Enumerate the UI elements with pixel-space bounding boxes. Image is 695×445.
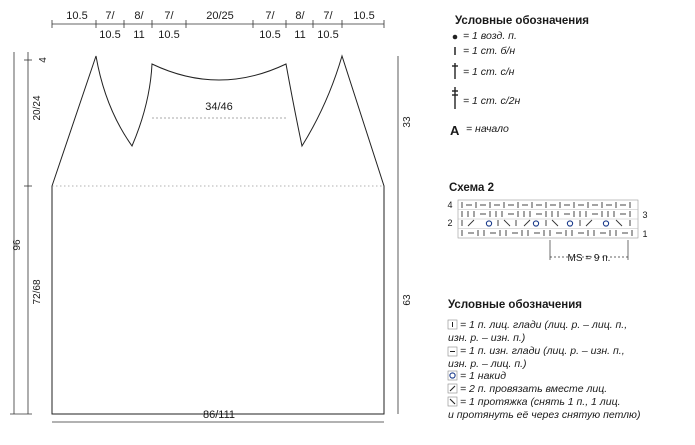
scheme-row-label-4: 4	[447, 200, 453, 210]
right-body-height-label: 63	[402, 294, 413, 306]
top-width-sub-6: 10.5	[317, 29, 339, 41]
shoulder-drop-label: 4	[38, 57, 49, 63]
legend-2-item-2-line-2: изн. р. – лиц. п.)	[448, 358, 527, 370]
legend-2-item-1-line-2: изн. р. – изн. п.)	[448, 332, 526, 344]
legend-2-item-5-line-1: = 1 протяжка (снять 1 п., 1 лиц.	[460, 396, 621, 408]
top-width-label-6: 7/	[265, 10, 275, 22]
top-width-label-1: 10.5	[66, 10, 88, 22]
repeat-label: MS = 9 п.	[567, 253, 611, 264]
total-height-label: 96	[12, 239, 23, 251]
right-armhole-label: 33	[402, 116, 413, 128]
scheme-row-label-3: 3	[642, 210, 648, 220]
top-width-label-4: 7/	[164, 10, 174, 22]
armhole-height-label: 20/24	[32, 95, 43, 121]
slip-pass-icon	[448, 397, 457, 406]
top-width-label-5: 20/25	[206, 10, 234, 22]
legend-1-title: Условные обозначения	[455, 15, 590, 27]
legend-2-item-2-line-1: = 1 п. изн. глади (лиц. р. – изн. п.,	[460, 345, 625, 357]
legend-1-item-2: = 1 ст. б/н	[463, 45, 516, 57]
legend-1-item-4: = 1 ст. с/2н	[463, 95, 521, 107]
top-width-label-8: 7/	[323, 10, 333, 22]
legend-2-item-5-line-2: и протянуть её через снятую петлю)	[448, 409, 641, 421]
upper-width-label: 34/46	[205, 101, 233, 113]
yarn-over-icon	[448, 371, 457, 380]
legend-2-item-3: = 1 накид	[460, 370, 507, 382]
scheme-row-label-1: 1	[642, 229, 648, 239]
half-double-crochet-icon	[452, 87, 458, 109]
top-width-sub-5: 11	[294, 29, 306, 41]
legend-1-item-3: = 1 ст. с/н	[463, 66, 515, 78]
top-width-sub-2: 11	[133, 29, 145, 41]
dot-symbol-icon	[453, 35, 458, 40]
knit-stitch-icon	[448, 320, 457, 329]
scheme-2-chart	[458, 200, 638, 260]
body-height-label: 72/68	[32, 279, 43, 305]
top-width-label-2: 7/	[105, 10, 115, 22]
top-width-label-9: 10.5	[353, 10, 375, 22]
scheme-title: Схема 2	[449, 182, 495, 194]
legend-1-item-1: = 1 возд. п.	[463, 30, 517, 42]
legend-2-title: Условные обозначения	[448, 299, 583, 311]
legend-2-item-1-line-1: = 1 п. лиц. глади (лиц. р. – лиц. п.,	[460, 319, 628, 331]
purl-stitch-icon	[448, 347, 457, 356]
start-marker-icon: A	[450, 123, 460, 138]
knit-two-together-icon	[448, 384, 457, 393]
double-crochet-icon	[452, 63, 458, 79]
top-width-sub-3: 10.5	[158, 29, 180, 41]
top-width-sub-4: 10.5	[259, 29, 281, 41]
top-width-sub-1: 10.5	[99, 29, 121, 41]
legend-1-item-5: = начало	[466, 123, 509, 135]
scheme-row-label-2: 2	[447, 218, 453, 228]
top-width-label-3: 8/	[134, 10, 144, 22]
bottom-width-label: 86/111	[202, 409, 236, 421]
legend-2-item-4: = 2 п. провязать вместе лиц.	[460, 383, 608, 395]
top-width-label-7: 8/	[295, 10, 305, 22]
